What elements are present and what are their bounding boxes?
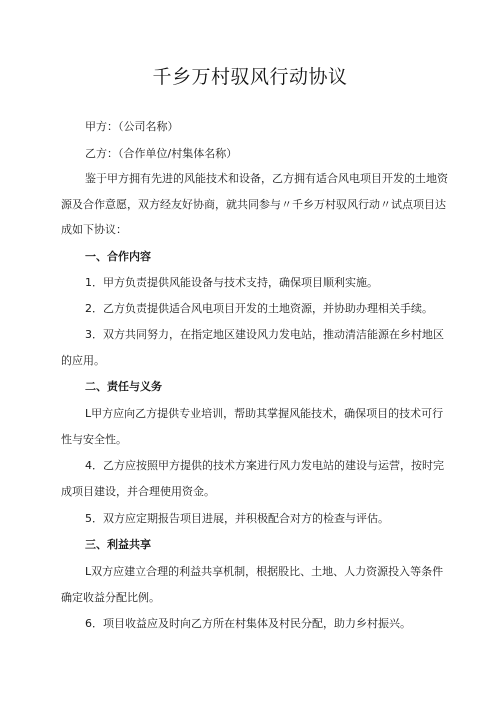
clause-text: 1．甲方负责提供风能设备与技术支持，确保项目顺利实施。 <box>85 276 378 289</box>
clause-text: L甲方应向乙方提供专业培训，帮助其掌握风能技术，确保项目的技术可行 <box>85 407 444 420</box>
intro-line-3: 成如下协议： <box>61 223 127 236</box>
section-heading-benefit-sharing: 三、利益共享 <box>85 538 151 551</box>
clause-text-continued: 成项目建设，并合理使用资金。 <box>61 485 215 498</box>
clause-text: 3．双方共同努力，在指定地区建设风力发电站，推动清洁能源在乡村地区 <box>85 328 444 341</box>
clause-text: 2．乙方负责提供适合风电项目开发的土地资源，并协助办理相关手续。 <box>85 302 433 315</box>
intro-line-1: 鉴于甲方拥有先进的风能技术和设备，乙方拥有适合风电项目开发的土地资 <box>85 172 448 185</box>
intro-line-2: 源及合作意愿，双方经友好协商，就共同参与〃千乡万村驭风行动〃试点项目达 <box>61 198 446 211</box>
clause-text: 4．乙方应按照甲方提供的技术方案进行风力发电站的建设与运营，按时完 <box>85 459 444 472</box>
party-a-line: 甲方：（公司名称） <box>85 120 179 133</box>
section-heading-cooperation: 一、合作内容 <box>85 250 151 263</box>
document-title: 千乡万村驭风行动协议 <box>152 66 348 88</box>
party-b-line: 乙方：（合作单位/村集体名称） <box>85 147 238 160</box>
clause-text: 5．双方应定期报告项目进展，并积极配合对方的检查与评估。 <box>85 512 389 525</box>
clause-text-continued: 性与安全性。 <box>61 433 127 446</box>
clause-text-continued: 确定收益分配比例。 <box>61 591 160 604</box>
clause-text: L双方应建立合理的利益共享机制，根据股比、土地、人力资源投入等条件 <box>85 565 444 578</box>
clause-text-continued: 的应用。 <box>61 354 105 367</box>
section-heading-responsibilities: 二、责任与义务 <box>85 380 162 393</box>
clause-text: 6．项目收益应及时向乙方所在村集体及村民分配，助力乡村振兴。 <box>85 617 411 630</box>
